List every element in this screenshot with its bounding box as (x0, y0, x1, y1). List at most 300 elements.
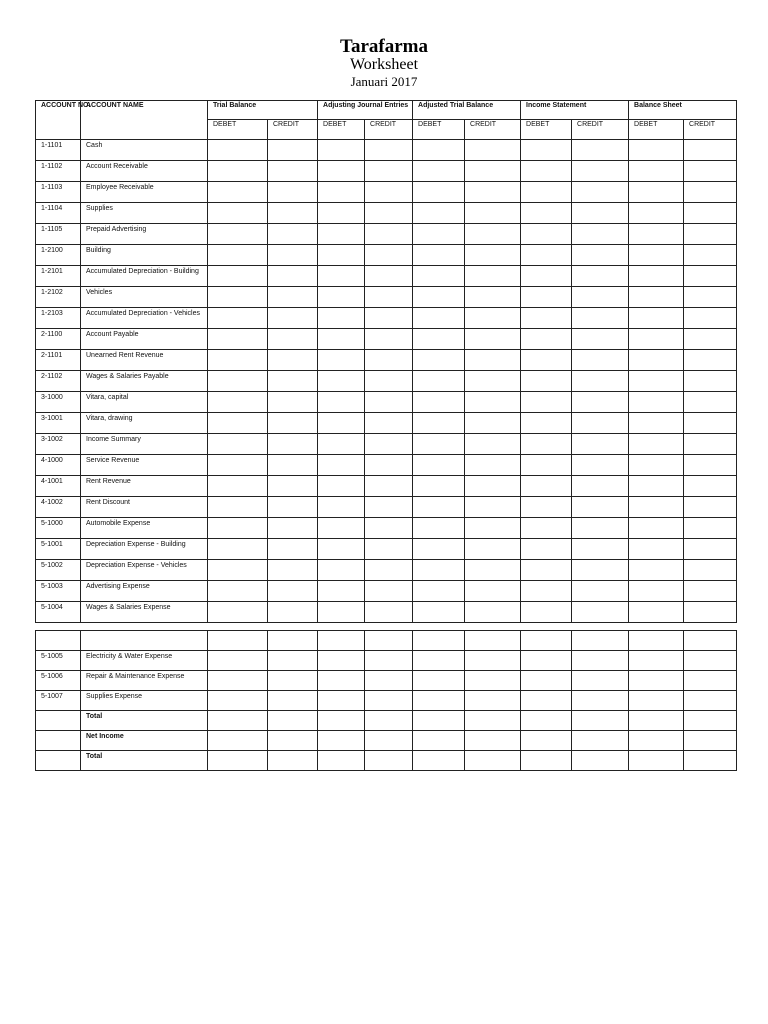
debit-cell (629, 266, 684, 287)
credit-cell (572, 560, 629, 581)
table-row (36, 182, 737, 203)
table-row (36, 455, 737, 476)
debit-cell (521, 581, 572, 602)
credit-cell (268, 350, 318, 371)
credit-cell (465, 518, 521, 539)
debit-cell (629, 182, 684, 203)
account-name: Account Payable (81, 329, 208, 350)
credit-cell (365, 203, 413, 224)
header-income-statement: Income Statement (521, 101, 629, 120)
debit-cell (318, 671, 365, 691)
debit-cell (413, 392, 465, 413)
table-row (36, 560, 737, 581)
debit-cell (318, 392, 365, 413)
header-balance-sheet: Balance Sheet (629, 101, 737, 120)
credit-cell (365, 182, 413, 203)
credit-cell (465, 751, 521, 771)
account-number: 4-1001 (36, 476, 81, 497)
debit-cell (318, 751, 365, 771)
account-name: Advertising Expense (81, 581, 208, 602)
credit-cell (684, 691, 737, 711)
credit-cell (365, 751, 413, 771)
credit-cell (572, 350, 629, 371)
account-name (81, 631, 208, 651)
credit-cell (465, 602, 521, 623)
debit-cell (521, 602, 572, 623)
debit-cell (413, 140, 465, 161)
table-row (36, 413, 737, 434)
credit-cell (684, 731, 737, 751)
account-number: 1-1104 (36, 203, 81, 224)
account-name: Unearned Rent Revenue (81, 350, 208, 371)
debit-cell (521, 371, 572, 392)
header-adjusted-trial-balance: Adjusted Trial Balance (413, 101, 521, 120)
debit-cell (208, 455, 268, 476)
account-number: 5-1006 (36, 671, 81, 691)
account-number: 1-2101 (36, 266, 81, 287)
credit-cell (268, 203, 318, 224)
account-number: 1-2100 (36, 245, 81, 266)
debit-cell (318, 371, 365, 392)
credit-cell (684, 266, 737, 287)
account-number: 1-1105 (36, 224, 81, 245)
table-row (36, 350, 737, 371)
credit-cell (572, 671, 629, 691)
debit-cell (413, 651, 465, 671)
header-credit: CREDIT (365, 120, 413, 140)
credit-cell (365, 539, 413, 560)
debit-cell (521, 224, 572, 245)
account-number (36, 731, 81, 751)
debit-cell (629, 539, 684, 560)
credit-cell (572, 371, 629, 392)
debit-cell (318, 476, 365, 497)
credit-cell (684, 161, 737, 182)
table-row (36, 651, 737, 671)
credit-cell (268, 539, 318, 560)
debit-cell (318, 651, 365, 671)
worksheet-table (35, 100, 737, 623)
credit-cell (572, 602, 629, 623)
header-debit: DEBET (318, 120, 365, 140)
credit-cell (572, 476, 629, 497)
account-number: 1-1103 (36, 182, 81, 203)
credit-cell (572, 497, 629, 518)
account-number: 2-1101 (36, 350, 81, 371)
debit-cell (629, 581, 684, 602)
debit-cell (629, 392, 684, 413)
account-number (36, 711, 81, 731)
credit-cell (684, 518, 737, 539)
debit-cell (413, 602, 465, 623)
account-number: 3-1000 (36, 392, 81, 413)
credit-cell (572, 329, 629, 350)
debit-cell (208, 140, 268, 161)
credit-cell (365, 581, 413, 602)
header-debit: DEBET (629, 120, 684, 140)
debit-cell (318, 245, 365, 266)
credit-cell (365, 392, 413, 413)
credit-cell (465, 631, 521, 651)
credit-cell (365, 671, 413, 691)
debit-cell (208, 751, 268, 771)
debit-cell (413, 287, 465, 308)
debit-cell (318, 203, 365, 224)
credit-cell (572, 731, 629, 751)
account-name: Supplies (81, 203, 208, 224)
debit-cell (208, 497, 268, 518)
account-number: 3-1002 (36, 434, 81, 455)
credit-cell (572, 224, 629, 245)
credit-cell (684, 224, 737, 245)
debit-cell (318, 631, 365, 651)
header-credit: CREDIT (684, 120, 737, 140)
credit-cell (268, 224, 318, 245)
debit-cell (413, 731, 465, 751)
credit-cell (684, 539, 737, 560)
header-credit: CREDIT (572, 120, 629, 140)
account-number: 5-1002 (36, 560, 81, 581)
debit-cell (208, 560, 268, 581)
debit-cell (629, 287, 684, 308)
debit-cell (208, 434, 268, 455)
credit-cell (365, 518, 413, 539)
account-name: Vehicles (81, 287, 208, 308)
credit-cell (268, 434, 318, 455)
debit-cell (629, 413, 684, 434)
credit-cell (684, 560, 737, 581)
credit-cell (365, 731, 413, 751)
debit-cell (521, 140, 572, 161)
credit-cell (365, 329, 413, 350)
debit-cell (413, 434, 465, 455)
table-row (36, 434, 737, 455)
credit-cell (365, 287, 413, 308)
debit-cell (318, 329, 365, 350)
credit-cell (268, 476, 318, 497)
debit-cell (413, 161, 465, 182)
debit-cell (521, 560, 572, 581)
credit-cell (465, 413, 521, 434)
table-row (36, 224, 737, 245)
credit-cell (684, 602, 737, 623)
credit-cell (465, 287, 521, 308)
credit-cell (268, 329, 318, 350)
credit-cell (684, 711, 737, 731)
debit-cell (629, 371, 684, 392)
debit-cell (208, 224, 268, 245)
table-row (36, 731, 737, 751)
debit-cell (318, 539, 365, 560)
credit-cell (465, 651, 521, 671)
debit-cell (318, 711, 365, 731)
debit-cell (208, 245, 268, 266)
credit-cell (465, 182, 521, 203)
debit-cell (521, 691, 572, 711)
debit-cell (521, 245, 572, 266)
debit-cell (318, 308, 365, 329)
debit-cell (208, 287, 268, 308)
debit-cell (521, 287, 572, 308)
account-name: Employee Receivable (81, 182, 208, 203)
credit-cell (268, 731, 318, 751)
debit-cell (521, 350, 572, 371)
table-row (36, 691, 737, 711)
header-account-no: ACCOUNT NO. (36, 101, 81, 140)
credit-cell (572, 434, 629, 455)
account-name: Accumulated Depreciation - Building (81, 266, 208, 287)
credit-cell (572, 455, 629, 476)
credit-cell (465, 731, 521, 751)
credit-cell (465, 455, 521, 476)
credit-cell (465, 245, 521, 266)
debit-cell (629, 245, 684, 266)
debit-cell (413, 329, 465, 350)
debit-cell (521, 711, 572, 731)
credit-cell (572, 245, 629, 266)
credit-cell (572, 161, 629, 182)
debit-cell (521, 455, 572, 476)
account-number (36, 631, 81, 651)
debit-cell (208, 581, 268, 602)
account-name: Prepaid Advertising (81, 224, 208, 245)
credit-cell (465, 476, 521, 497)
account-name: Accumulated Depreciation - Vehicles (81, 308, 208, 329)
debit-cell (629, 691, 684, 711)
debit-cell (629, 203, 684, 224)
debit-cell (413, 308, 465, 329)
credit-cell (365, 140, 413, 161)
debit-cell (413, 266, 465, 287)
debit-cell (208, 518, 268, 539)
debit-cell (413, 224, 465, 245)
credit-cell (268, 497, 318, 518)
account-number: 2-1100 (36, 329, 81, 350)
header-account-name: ACCOUNT NAME (81, 101, 208, 140)
credit-cell (365, 266, 413, 287)
credit-cell (684, 287, 737, 308)
debit-cell (208, 182, 268, 203)
header-trial-balance: Trial Balance (208, 101, 318, 120)
credit-cell (572, 751, 629, 771)
table-row (36, 711, 737, 731)
credit-cell (572, 140, 629, 161)
credit-cell (465, 392, 521, 413)
credit-cell (572, 691, 629, 711)
debit-cell (413, 350, 465, 371)
account-number: 3-1001 (36, 413, 81, 434)
account-number: 1-1102 (36, 161, 81, 182)
account-name: Depreciation Expense - Building (81, 539, 208, 560)
header-credit: CREDIT (465, 120, 521, 140)
debit-cell (629, 434, 684, 455)
debit-cell (521, 392, 572, 413)
credit-cell (684, 140, 737, 161)
credit-cell (365, 560, 413, 581)
debit-cell (413, 518, 465, 539)
credit-cell (268, 245, 318, 266)
debit-cell (413, 671, 465, 691)
credit-cell (268, 266, 318, 287)
debit-cell (208, 350, 268, 371)
total-label: Net Income (81, 731, 208, 751)
debit-cell (208, 476, 268, 497)
credit-cell (684, 329, 737, 350)
debit-cell (629, 651, 684, 671)
debit-cell (521, 266, 572, 287)
debit-cell (318, 560, 365, 581)
debit-cell (629, 711, 684, 731)
table-row (36, 497, 737, 518)
account-name: Supplies Expense (81, 691, 208, 711)
debit-cell (413, 581, 465, 602)
credit-cell (268, 602, 318, 623)
debit-cell (629, 751, 684, 771)
credit-cell (365, 476, 413, 497)
debit-cell (318, 182, 365, 203)
debit-cell (413, 691, 465, 711)
credit-cell (268, 161, 318, 182)
credit-cell (365, 651, 413, 671)
debit-cell (521, 182, 572, 203)
debit-cell (208, 651, 268, 671)
credit-cell (465, 266, 521, 287)
account-number: 5-1007 (36, 691, 81, 711)
credit-cell (465, 308, 521, 329)
debit-cell (521, 651, 572, 671)
credit-cell (268, 691, 318, 711)
credit-cell (684, 245, 737, 266)
debit-cell (521, 539, 572, 560)
debit-cell (413, 631, 465, 651)
account-number: 5-1000 (36, 518, 81, 539)
account-name: Vitara, drawing (81, 413, 208, 434)
debit-cell (208, 602, 268, 623)
debit-cell (521, 329, 572, 350)
debit-cell (629, 631, 684, 651)
credit-cell (684, 751, 737, 771)
total-label: Total (81, 751, 208, 771)
table-row (36, 287, 737, 308)
debit-cell (413, 476, 465, 497)
credit-cell (684, 671, 737, 691)
credit-cell (268, 581, 318, 602)
table-row (36, 602, 737, 623)
credit-cell (572, 581, 629, 602)
debit-cell (208, 731, 268, 751)
account-name: Income Summary (81, 434, 208, 455)
credit-cell (268, 287, 318, 308)
debit-cell (629, 602, 684, 623)
credit-cell (365, 711, 413, 731)
credit-cell (465, 329, 521, 350)
credit-cell (684, 413, 737, 434)
debit-cell (208, 266, 268, 287)
debit-cell (318, 161, 365, 182)
credit-cell (572, 518, 629, 539)
credit-cell (365, 691, 413, 711)
debit-cell (413, 413, 465, 434)
table-row (36, 392, 737, 413)
credit-cell (268, 631, 318, 651)
credit-cell (684, 350, 737, 371)
credit-cell (465, 671, 521, 691)
debit-cell (318, 413, 365, 434)
debit-cell (208, 203, 268, 224)
account-number: 4-1000 (36, 455, 81, 476)
debit-cell (521, 751, 572, 771)
credit-cell (365, 350, 413, 371)
debit-cell (208, 631, 268, 651)
credit-cell (572, 539, 629, 560)
credit-cell (465, 581, 521, 602)
credit-cell (365, 455, 413, 476)
debit-cell (318, 581, 365, 602)
debit-cell (629, 161, 684, 182)
credit-cell (684, 455, 737, 476)
credit-cell (465, 203, 521, 224)
credit-cell (684, 392, 737, 413)
credit-cell (465, 711, 521, 731)
credit-cell (572, 203, 629, 224)
account-name: Building (81, 245, 208, 266)
credit-cell (365, 434, 413, 455)
credit-cell (572, 266, 629, 287)
debit-cell (318, 266, 365, 287)
debit-cell (521, 413, 572, 434)
account-name: Service Revenue (81, 455, 208, 476)
debit-cell (318, 224, 365, 245)
credit-cell (465, 161, 521, 182)
debit-cell (318, 731, 365, 751)
debit-cell (208, 329, 268, 350)
credit-cell (465, 434, 521, 455)
debit-cell (413, 711, 465, 731)
debit-cell (208, 711, 268, 731)
document-title: Worksheet (349, 56, 419, 73)
credit-cell (268, 371, 318, 392)
credit-cell (465, 350, 521, 371)
table-row (36, 518, 737, 539)
table-row (36, 308, 737, 329)
credit-cell (268, 455, 318, 476)
credit-cell (465, 691, 521, 711)
credit-cell (365, 413, 413, 434)
table-row (36, 631, 737, 651)
credit-cell (365, 161, 413, 182)
debit-cell (318, 691, 365, 711)
credit-cell (684, 581, 737, 602)
debit-cell (629, 731, 684, 751)
table-row (36, 751, 737, 771)
debit-cell (413, 497, 465, 518)
table-row (36, 161, 737, 182)
debit-cell (318, 140, 365, 161)
account-number: 5-1004 (36, 602, 81, 623)
table-row (36, 371, 737, 392)
credit-cell (572, 651, 629, 671)
credit-cell (465, 371, 521, 392)
debit-cell (521, 731, 572, 751)
credit-cell (684, 631, 737, 651)
debit-cell (521, 308, 572, 329)
debit-cell (208, 539, 268, 560)
credit-cell (268, 392, 318, 413)
account-name: Rent Discount (81, 497, 208, 518)
account-number: 1-2103 (36, 308, 81, 329)
debit-cell (629, 308, 684, 329)
debit-cell (318, 434, 365, 455)
